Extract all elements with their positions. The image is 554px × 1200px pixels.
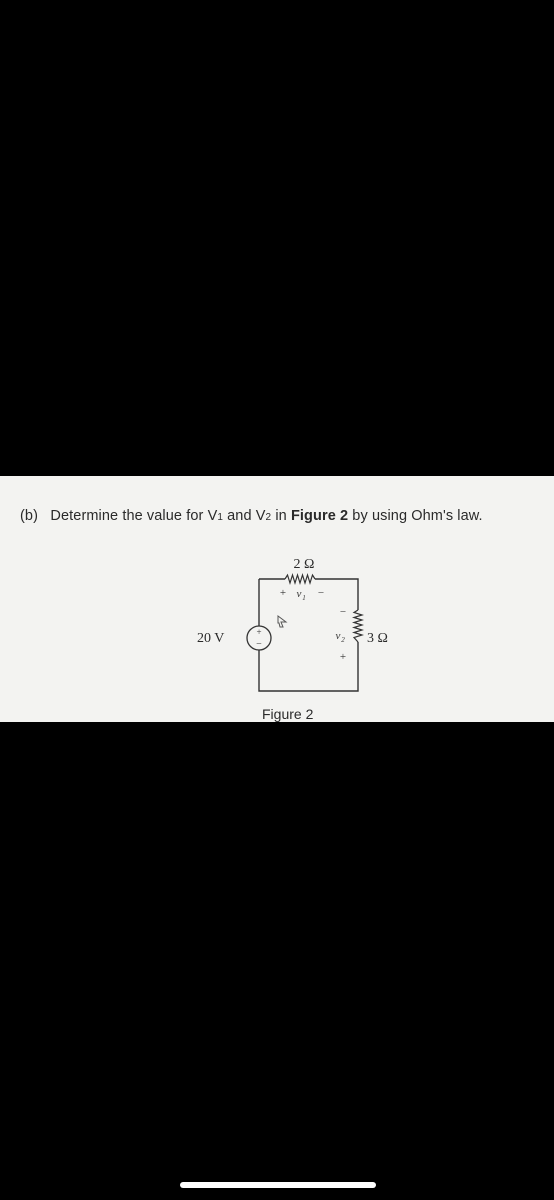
resistor-3ohm	[354, 610, 362, 642]
question-text-and: and V	[223, 508, 266, 524]
v1-label-subscript: 1	[302, 594, 306, 602]
question-text-in: in	[271, 508, 291, 524]
wire-bottom	[259, 642, 358, 691]
v1-subscript: 1	[217, 512, 224, 523]
v2-subscript: 2	[265, 512, 272, 523]
v2-label: v	[335, 630, 341, 642]
question-photo	[0, 476, 554, 722]
question-text-before: Determine the value for V	[50, 508, 218, 524]
resistor-2ohm	[285, 575, 315, 583]
circuit-diagram	[0, 476, 554, 722]
source-plus-sign: +	[256, 627, 262, 637]
source-label: 20 V	[197, 631, 225, 646]
source-minus-sign: −	[256, 639, 262, 650]
current-arrow-icon	[278, 616, 286, 627]
home-indicator-bar[interactable]	[180, 1182, 376, 1188]
v1-minus-sign: −	[317, 587, 325, 599]
v1-plus-sign: +	[279, 587, 287, 599]
question-text-after: by using Ohm's law.	[348, 508, 483, 524]
r1-label: 2 Ω	[293, 557, 315, 572]
r2-label: 3 Ω	[367, 631, 388, 646]
v2-plus-sign: +	[339, 651, 347, 663]
v2-minus-sign: −	[339, 606, 347, 618]
figure-caption: Figure 2	[262, 706, 314, 722]
figure-reference: Figure 2	[290, 508, 349, 524]
v1-label: v	[296, 588, 302, 600]
question-prefix: (b)	[20, 508, 39, 524]
v2-label-subscript: 2	[341, 636, 345, 644]
